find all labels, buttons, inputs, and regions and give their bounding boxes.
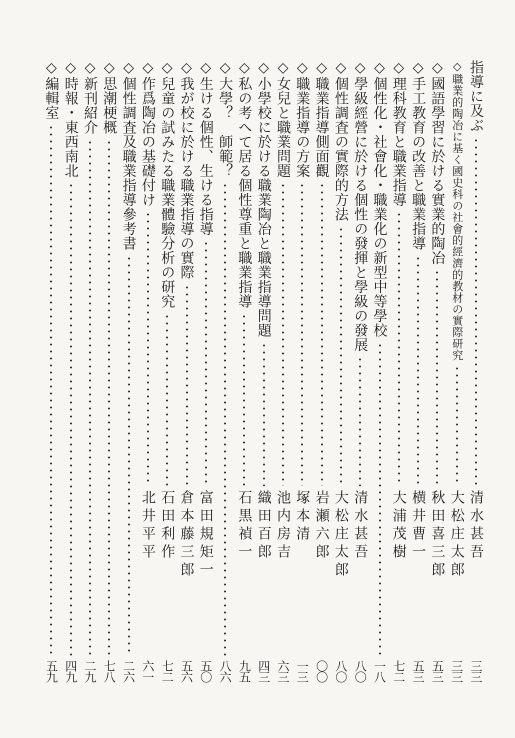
toc-entry-author: 織田百郎 (255, 490, 272, 562)
leader-dots (224, 182, 226, 656)
toc-entry (410, 60, 426, 700)
leader-dots (263, 342, 265, 486)
leader-dots (398, 211, 400, 486)
toc-entry-author: 横井曹一 (410, 490, 427, 562)
toc-entry-page: 八六 (218, 660, 233, 682)
toc-entry-title: ◇個性調査及職業指導參考書 (120, 60, 137, 251)
leader-dots (243, 313, 245, 486)
leader-dots (417, 255, 419, 486)
toc-entry-author: 石田利作 (159, 490, 176, 562)
toc-entry (352, 60, 368, 700)
leader-dots (475, 137, 477, 486)
toc-entry-page: 七二 (391, 660, 406, 682)
toc-entry (449, 60, 465, 700)
toc-entry (236, 60, 252, 700)
toc-entry-page: 三三 (469, 660, 483, 682)
toc-entry-title: ◇職業指導の方案 (294, 60, 311, 178)
toc-entry (43, 60, 59, 700)
toc-entry-page: 一八 (372, 660, 387, 682)
toc-entry-author: 池内房吉 (275, 490, 291, 562)
toc-entry-title: ◇小學校に於ける職業陶冶と職業指導問題 (255, 60, 272, 338)
toc-entry-title: ◇大學？ 師範？ (217, 60, 234, 178)
leader-dots (301, 182, 303, 486)
toc-entry-title: ◇職業的陶冶に基く國史科の社會的經濟的教材の實際研究 (450, 60, 464, 361)
toc-entry-page: 五〇 (198, 660, 213, 682)
toc-entry (468, 60, 484, 700)
toc-entry (101, 60, 117, 700)
toc-entry (63, 60, 79, 700)
toc-entry-author: 北井平平 (139, 490, 156, 562)
toc-entry-title: ◇兒童の試みたる職業體驗分析の研究 (159, 60, 176, 309)
leader-dots (70, 182, 72, 656)
toc-entry-author: 清水甚吾 (352, 490, 369, 562)
toc-entry-title: ◇新刊紹介 (82, 60, 98, 135)
toc-entry-author: 秋田喜三郎 (429, 490, 446, 580)
toc-entry-page: 七二 (160, 660, 175, 682)
leader-dots (379, 342, 381, 656)
toc-entry-title: ◇理科教育と職業指導 (390, 60, 407, 207)
toc-entry-author: 清水甚吾 (468, 490, 484, 562)
toc-entry (140, 60, 156, 700)
toc-entry-title: ◇我が校に於ける職業指導の實際 (178, 60, 195, 280)
toc-entry (179, 60, 195, 700)
toc-entry (294, 60, 310, 700)
toc-entry-title: ◇職業指導側面觀 (313, 60, 330, 178)
toc-entry-page: 五三 (430, 660, 445, 682)
toc-entry (256, 60, 272, 700)
toc-entry-author: 富田規矩一 (197, 490, 214, 580)
toc-entry-page: 二六 (121, 660, 136, 682)
toc-entry-author: 倉本藤三郎 (178, 490, 195, 580)
leader-dots (50, 124, 52, 656)
leader-dots (456, 365, 458, 486)
toc-entry-title: ◇手工教育の改善と職業指導 (410, 60, 427, 251)
leader-dots (436, 269, 438, 486)
toc-entry-title: ◇思潮梗概 (101, 60, 118, 135)
toc-entry-title: ◇國語學習に於ける實業的陶冶 (429, 60, 446, 265)
toc-entry-author: 石黒禎一 (236, 490, 253, 562)
toc-entry-title: ◇私の考へて居る個性尊重と職業指導 (236, 60, 253, 309)
leader-dots (282, 182, 284, 486)
toc-entry-author: 大松庄太郎 (448, 490, 465, 580)
toc-entry (372, 60, 388, 700)
toc-entry (275, 60, 291, 700)
toc-entry-page: 八〇 (333, 660, 348, 682)
leader-dots (321, 182, 323, 486)
toc-entry (391, 60, 407, 700)
toc-entry-title: ◇學級經營に於ける個性の發揮と學級の發展 (352, 60, 369, 352)
toc-entry-page: 五三 (411, 660, 426, 682)
toc-entry-title: ◇女兒と職業問題 (275, 60, 291, 178)
toc-entry-author: 大松庄太郎 (332, 490, 349, 580)
toc-entry-title: ◇個性調査の實際的方法 (332, 60, 349, 222)
leader-dots (340, 226, 342, 486)
toc-entry-page: 二九 (83, 660, 97, 682)
toc-entry-page: 四三 (256, 660, 271, 682)
leader-dots (108, 139, 110, 656)
toc-entry-page: 六一 (140, 660, 155, 682)
toc-entry-page: 三三 (449, 660, 464, 682)
toc-entry-page: 一三 (295, 660, 310, 682)
toc-entry-title: ◇生ける個性、生ける指導 (197, 60, 214, 236)
leader-dots (89, 139, 91, 656)
toc-entry (82, 60, 98, 700)
toc-entry-page: 五六 (179, 660, 194, 682)
toc-entry (314, 60, 330, 700)
toc-entry-page: 四九 (63, 660, 78, 682)
leader-dots (128, 255, 130, 656)
toc-entry-page: 七八 (102, 660, 117, 682)
toc-entry-page: 六三 (276, 660, 290, 682)
toc-entry-author: 岩瀬六郎 (313, 490, 330, 562)
toc-entry-title: ◇作爲陶冶の基礎付け (139, 60, 156, 207)
toc-entry (159, 60, 175, 700)
toc-entry (198, 60, 214, 700)
leader-dots (359, 356, 361, 486)
toc-entry-page: 九五 (237, 660, 252, 682)
leader-dots (186, 284, 188, 486)
toc-entry-title: ◇時報・東西南北 (62, 60, 79, 178)
table-of-contents (28, 60, 488, 700)
toc-entry (217, 60, 233, 700)
toc-entry-page: 五九 (44, 660, 59, 682)
toc-entry-title: ◇編輯室 (43, 60, 60, 120)
toc-entry-page: 〇〇 (314, 660, 329, 682)
toc-entry (333, 60, 349, 700)
leader-dots (205, 240, 207, 486)
leader-dots (147, 211, 149, 486)
toc-entry-title: 指導に及ぶ (468, 60, 484, 133)
toc-entry-title: ◇個性化・社會化・職業化の新型中等學校 (371, 60, 388, 338)
toc-entry-page: 八〇 (353, 660, 368, 682)
toc-entry (429, 60, 445, 700)
toc-entry-author: 大浦茂樹 (390, 490, 407, 562)
toc-entry (121, 60, 137, 700)
leader-dots (166, 313, 168, 486)
toc-entry-author: 塚本清 (294, 490, 311, 544)
